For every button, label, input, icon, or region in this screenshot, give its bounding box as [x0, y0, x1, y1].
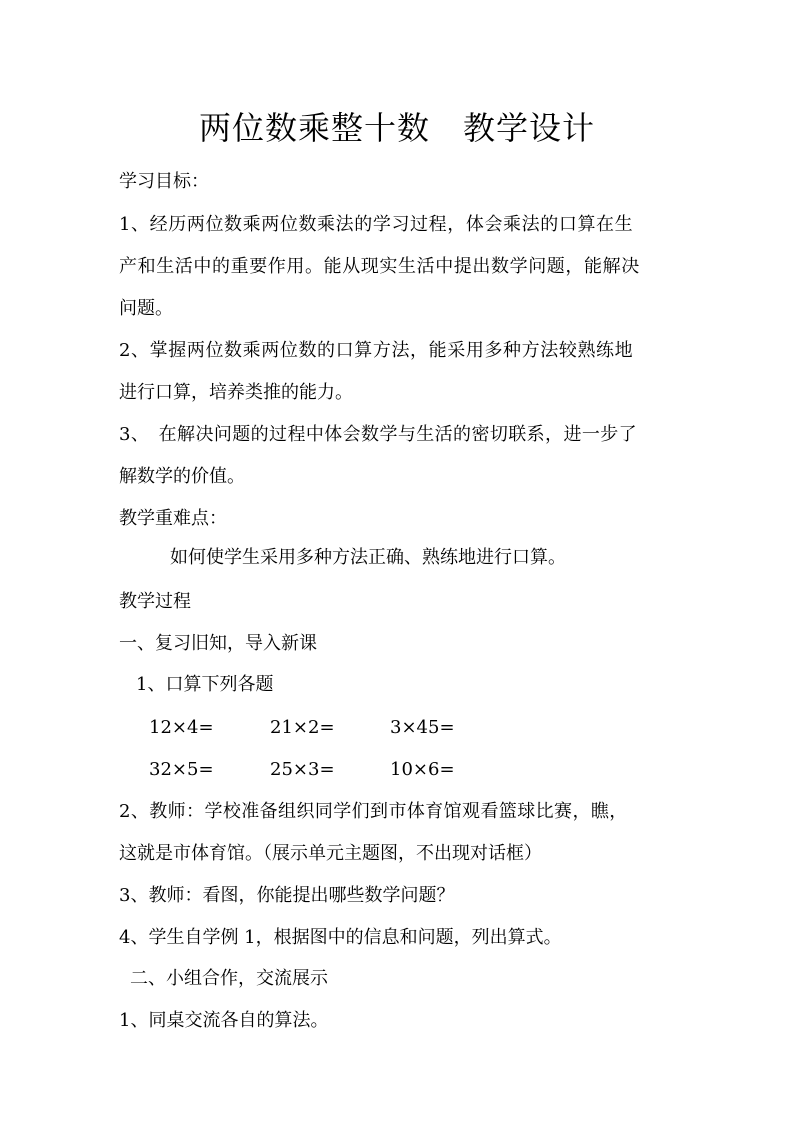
- objective-line: 1、经历两位数乘两位数乘法的学习过程，体会乘法的口算在生: [119, 214, 634, 235]
- objective-line: 进行口算，培养类推的能力。: [119, 382, 353, 403]
- calc-exercise: 12×4=: [149, 717, 214, 738]
- section1-item: 2、教师：学校准备组织同学们到市体育馆观看篮球比赛，瞧，: [119, 801, 628, 822]
- section1-heading: 一、复习旧知，导入新课: [119, 633, 317, 654]
- calc-exercise: 3×45=: [390, 717, 455, 738]
- objective-line: 产和生活中的重要作用。能从现实生活中提出数学问题，能解决: [119, 256, 640, 277]
- key-points-text: 如何使学生采用多种方法正确、熟练地进行口算。: [170, 547, 566, 568]
- objectives-heading: 学习目标：: [119, 171, 209, 192]
- process-heading: 教学过程: [119, 591, 191, 612]
- calc-exercise: 25×3=: [270, 759, 335, 780]
- calc-exercise: 32×5=: [149, 759, 214, 780]
- section1-item: 4、学生自学例 1，根据图中的信息和问题，列出算式。: [119, 927, 562, 948]
- section1-item: 1、口算下列各题: [136, 674, 274, 695]
- objective-line: 2、掌握两位数乘两位数的口算方法，能采用多种方法较熟练地: [119, 340, 634, 361]
- section1-item: 这就是市体育馆。（展示单元主题图，不出现对话框）: [119, 843, 542, 864]
- section2-heading: 二、小组合作，交流展示: [130, 968, 328, 989]
- calc-exercise: 10×6=: [390, 759, 455, 780]
- section1-item: 3、教师：看图，你能提出哪些数学问题？: [119, 885, 455, 906]
- objective-line: 问题。: [119, 298, 173, 319]
- document-title: 两位数乘整十数 教学设计: [198, 109, 595, 147]
- objective-line: 3、 在解决问题的过程中体会数学与生活的密切联系，进一步了: [119, 424, 638, 445]
- key-points-heading: 教学重难点：: [119, 508, 227, 529]
- section2-item: 1、同桌交流各自的算法。: [119, 1010, 329, 1031]
- calc-exercise: 21×2=: [270, 717, 335, 738]
- objective-line: 解数学的价值。: [119, 466, 245, 487]
